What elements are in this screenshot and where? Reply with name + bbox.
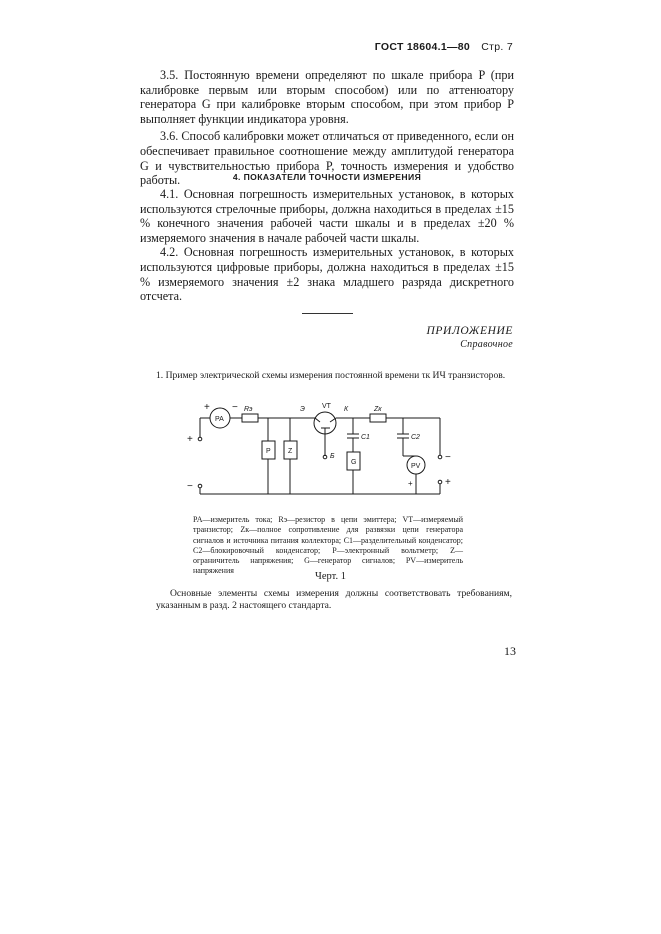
label-plus-pv: +	[408, 479, 413, 488]
label-g: G	[351, 459, 357, 466]
paragraph-3-6: 3.6. Способ калибровки может отличаться от приведенного, если он обеспечивает правильное соотношение между амплитудой генератора G и чувствительностью прибора P, точность измерения и удобство работы.	[140, 129, 514, 188]
label-c2: C2	[411, 434, 420, 441]
appendix-heading	[427, 324, 513, 352]
circuit-diagram	[180, 398, 470, 510]
page-number: 13	[504, 644, 516, 658]
section-4-title: 4. ПОКАЗАТЕЛИ ТОЧНОСТИ ИЗМЕРЕНИЯ	[232, 172, 422, 182]
paragraph-4-1: 4.1. Основная погрешность измерительных установок, в которых используются стрелочные приборы, должна находиться в пределах ±15 % конечного значения рабочей части шкалы и в пределах ±20 % измеряемого значения в начале рабочей части шкалы.	[140, 187, 514, 245]
separator-rule	[302, 313, 353, 314]
label-c1: C1	[361, 434, 370, 441]
label-minus-right: −	[445, 452, 451, 463]
label-plus-left: +	[187, 434, 193, 445]
figure-intro	[156, 370, 512, 382]
label-collector: К	[344, 406, 349, 413]
label-plus-top: +	[204, 402, 210, 413]
label-emitter: Э	[300, 406, 305, 413]
figure-intro-text: 1. Пример электрической схемы измерения постоянной времени τк ИЧ транзисторов.	[156, 370, 506, 381]
label-minus-top: −	[232, 402, 238, 413]
label-plus-right: +	[445, 477, 451, 488]
paragraph-3-5: 3.5. Постоянную времени определяют по шкале прибора P (при калибровке первым или вторым способом) или по аттенюатору генератора G при калибровке вторым способом, при этом прибор P выполняет функции индикатора уровня.	[140, 68, 514, 126]
label-z: Z	[288, 448, 293, 455]
label-re: Rэ	[244, 406, 253, 413]
figure-caption: Черт. 1	[315, 571, 346, 582]
impedance-zk	[370, 414, 386, 422]
label-base: Б	[330, 453, 335, 460]
label-pa: PA	[215, 416, 224, 423]
terminal-plus-right	[438, 480, 442, 484]
label-pv: PV	[411, 463, 421, 470]
label-p: P	[266, 448, 271, 455]
page-label: Стр. 7	[481, 41, 513, 53]
emitter-lead	[315, 418, 320, 422]
resistor-re	[242, 414, 258, 422]
section-4-paragraphs	[140, 187, 514, 304]
appendix-subtitle: Справочное	[460, 339, 513, 350]
standard-number: ГОСТ 18604.1—80	[374, 41, 471, 53]
label-minus-left: −	[187, 481, 193, 492]
label-vt: VT	[322, 403, 331, 410]
closing-text: Основные элементы схемы измерения должны соответствовать требованиям, указанным в разд. 2 настоящего стандарта.	[156, 588, 512, 612]
terminal-minus-left	[198, 484, 202, 488]
terminal-minus-right	[438, 455, 442, 459]
figure-legend: PA—измеритель тока; Rэ—резистор в цепи эмиттера; VT—измеряемый транзистор; Zк—полное сопротивление для развязки цепи генератора сигналов и источника питания коллектора; C1—разделительный конденсатор; C2—блокировочный конденсатор; P—электронный вольтметр; Z—ограничитель напряжения; G—генератор сигналов; PV—измеритель напряжения	[193, 515, 463, 576]
appendix-title: ПРИЛОЖЕНИЕ	[426, 325, 513, 337]
paragraph-4-2: 4.2. Основная погрешность измерительных установок, в которых используются цифровые приборы, должна находиться в пределах ±15 % измеряемого значения ±2 знака младшего разряда дискретного отсчета.	[140, 245, 514, 304]
label-zk: Zк	[374, 406, 382, 413]
page-header	[375, 41, 513, 53]
closing-paragraph	[156, 588, 512, 613]
terminal-plus-left	[198, 437, 202, 441]
top-paragraphs	[140, 68, 514, 188]
